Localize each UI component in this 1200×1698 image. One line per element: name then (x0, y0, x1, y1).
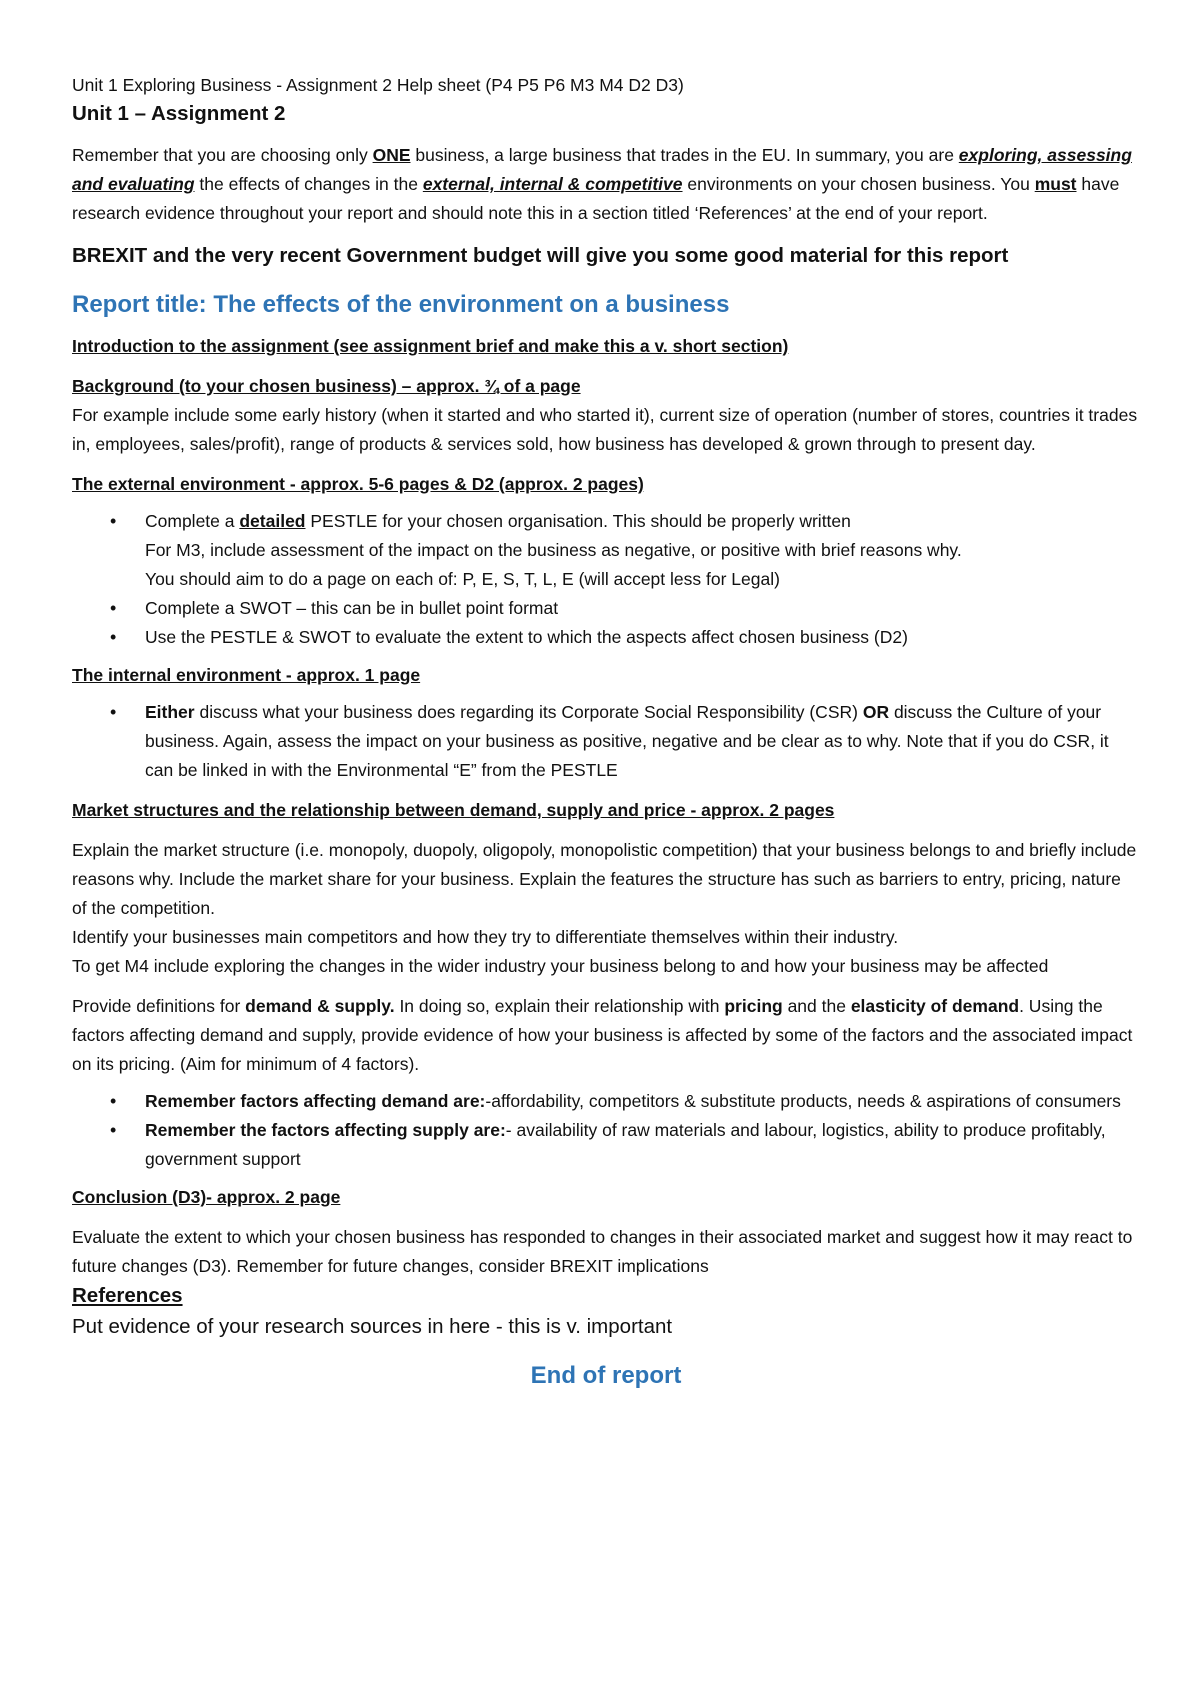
background-body: For example include some early history (when it started and who started it), current size of operation (number of stores, countries it trades in, employees, sales/profit), range of products & services sold, how business has developed & grown through to present day. (72, 405, 1138, 454)
section-heading-external: The external environment - approx. 5-6 pages & D2 (approx. 2 pages) (72, 474, 644, 494)
market-paragraph-2: Identify your businesses main competitors and how they try to differentiate themselves within their industry. (72, 927, 899, 947)
internal-list (72, 698, 1140, 785)
emphasis-must: must (1034, 174, 1077, 194)
external-list (72, 507, 1140, 652)
section-heading-background: Background (to your chosen business) – approx. ¾ of a page (72, 376, 581, 396)
list-item: • Complete a detailed PESTLE for your chosen organisation. This should be properly written For M3, include assessment of the impact on the business as negative, or positive with brief reasons why. You should aim to do a page on each of: P, E, S, T, L, E (will accept less for Legal) (72, 507, 1140, 594)
list-item: • Complete a SWOT – this can be in bullet point format (72, 594, 1140, 623)
page-heading: Unit 1 – Assignment 2 (72, 102, 286, 125)
section-heading-market: Market structures and the relationship between demand, supply and price - approx. 2 pages (72, 800, 835, 820)
section-heading-references: References (72, 1284, 183, 1307)
bullet-icon: • (110, 1091, 117, 1111)
document-page (72, 72, 1140, 1393)
section-heading-internal: The internal environment - approx. 1 page (72, 665, 421, 685)
list-item: • Either discuss what your business does regarding its Corporate Social Responsibility (CSR) OR discuss the Culture of your business. Again, assess the impact on your business as positive, negative and be clear as to why. Note that if you do CSR, it can be linked in with the Environmental “E” from the PESTLE (72, 698, 1140, 785)
bullet-icon: • (110, 598, 117, 618)
emphasis-one: ONE (372, 145, 411, 165)
market-paragraph-3: To get M4 include exploring the changes in the wider industry your business belong to and how your business may be affected (72, 956, 1049, 976)
references-body: Put evidence of your research sources in here - this is v. important (72, 1315, 673, 1338)
conclusion-body: Evaluate the extent to which your chosen business has responded to changes in their associated market and suggest how it may react to future changes (D3). Remember for future changes, consider BREXIT implications (72, 1227, 1133, 1276)
intro-paragraph: Remember that you are choosing only ONE business, a large business that trades in the EU. In summary, you are exploring, assessing and evaluating the effects of changes in the external, internal & competitive environments on your chosen business. You must have research evidence throughout your report and should note this in a section titled ‘References’ at the end of your report. (72, 145, 1132, 223)
end-of-report: End of report (530, 1362, 682, 1389)
report-title: Report title: The effects of the environment on a business (72, 291, 730, 318)
list-item: • Remember factors affecting demand are:-affordability, competitors & substitute products, needs & aspirations of consumers (72, 1087, 1140, 1116)
bullet-icon: • (110, 627, 117, 647)
emphasis-eae: exploring, assessing and evaluating (72, 145, 1132, 194)
demand-supply-paragraph: Provide definitions for demand & supply. In doing so, explain their relationship with pricing and the elasticity of demand. Using the factors affecting demand and supply, provide evidence of how your business is affected by some of the factors and the associated impact on its pricing. (Aim for minimum of 4 factors). (72, 996, 1133, 1074)
factors-list (72, 1087, 1140, 1174)
bullet-icon: • (110, 511, 117, 531)
bullet-icon: • (110, 702, 117, 722)
brexit-note: BREXIT and the very recent Government budget will give you some good material for this report (72, 244, 1009, 267)
bullet-icon: • (110, 1120, 117, 1140)
emphasis-eic: external, internal & competitive (422, 174, 683, 194)
section-heading-introduction: Introduction to the assignment (see assignment brief and make this a v. short section) (72, 336, 789, 356)
market-paragraph-1: Explain the market structure (i.e. monopoly, duopoly, oligopoly, monopolistic competition) that your business belongs to and briefly include reasons why. Include the market share for your business. Explain the features the structure has such as barriers to entry, pricing, nature of the competition. (72, 840, 1137, 918)
header-line: Unit 1 Exploring Business - Assignment 2 Help sheet (P4 P5 P6 M3 M4 D2 D3) (72, 75, 684, 95)
list-item: • Remember the factors affecting supply are:- availability of raw materials and labour, logistics, ability to produce profitably, government support (72, 1116, 1140, 1174)
section-heading-conclusion: Conclusion (D3)- approx. 2 page (72, 1187, 341, 1207)
list-item: • Use the PESTLE & SWOT to evaluate the extent to which the aspects affect chosen business (D2) (72, 623, 1140, 652)
